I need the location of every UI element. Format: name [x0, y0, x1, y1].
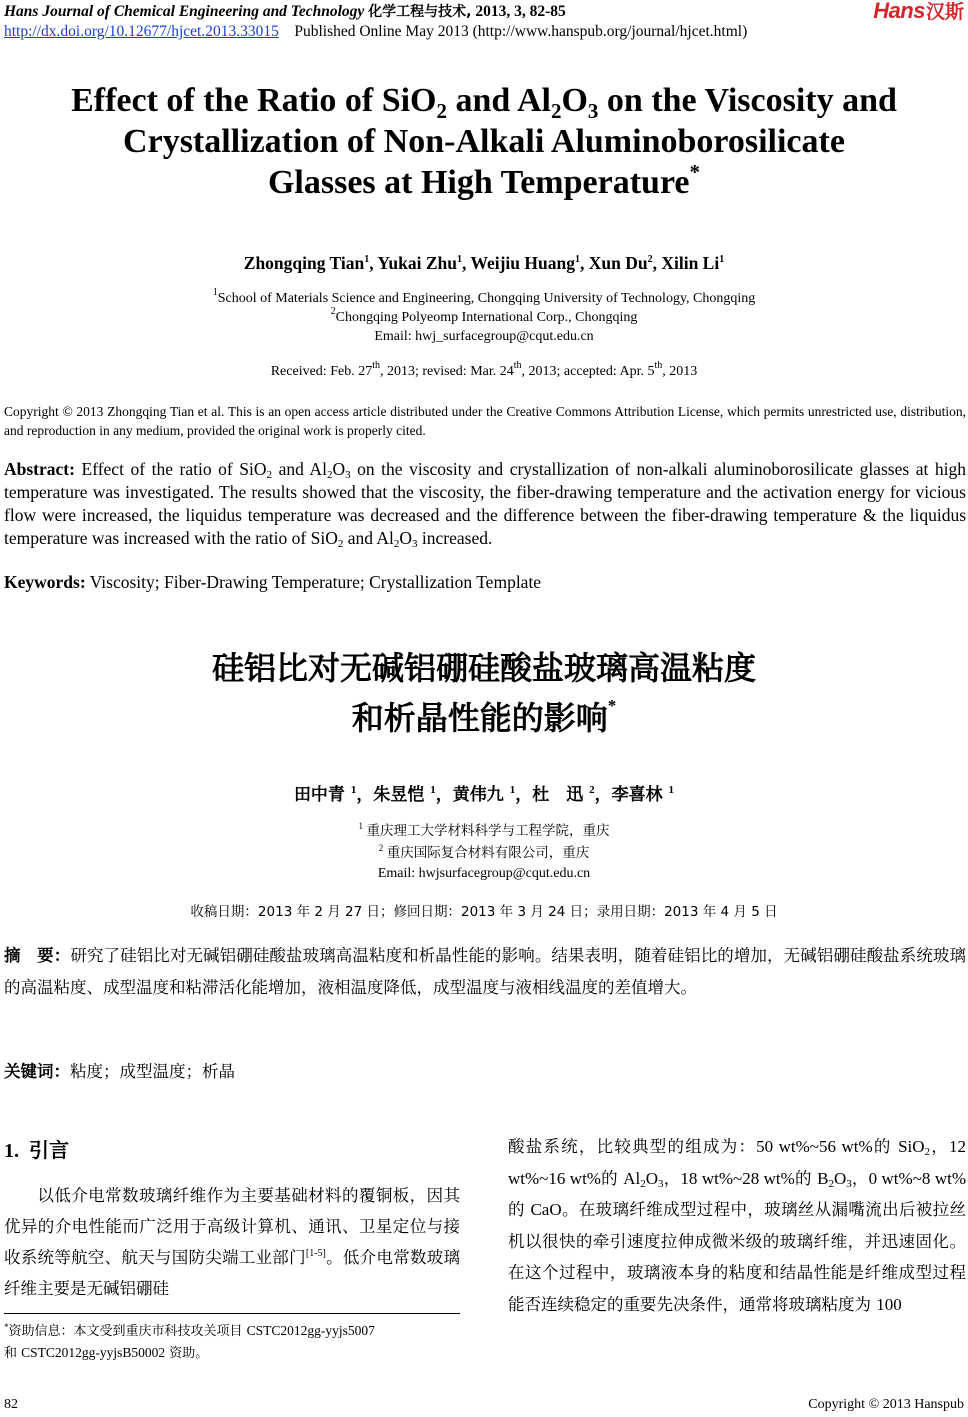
title-cn [0, 643, 968, 743]
dates-en: Received: Feb. 27th, 2013; revised: Mar. 24th, 2013; accepted: Apr. 5th, 2013 [270, 360, 698, 379]
body-column-left: 以低介电常数玻璃纤维作为主要基础材料的覆铜板，因其优异的介电性能而广泛用于高级计算机、通讯、卫星定位与接收系统等航空、航天与国防尖端工业部门[1-5]。低介电常数玻璃纤维主要是无碱铝硼硅 [4, 1186, 461, 1298]
author: Xilin Li [661, 253, 720, 273]
logo-hans-text: Hans [873, 0, 925, 23]
authors-cn: 田中青 $^1$，朱昱恺 $^1$，黄伟九 $^1$，杜 迅 $^2$，李喜林 $^1$ [293, 784, 675, 805]
author: Xun Du [588, 253, 648, 273]
section-heading: 1. 引言 [4, 1138, 69, 1162]
body-column-right: 酸盐系统，比较典型的组成为：50 wt%~56 wt%的 SiO$_2$，12 wt%~16 wt%的 $Al_2O_3$，18 wt%~28 wt%的 $B_2O_3$，0 wt%~8 wt%的 CaO。在玻璃纤维成型过程中，玻璃丝从漏嘴流出后被拉丝机以很快的牵引速度拉伸成微米级的玻璃纤维，并迅速固化。在这个过程中，玻璃液本身的粘度和结晶性能是纤维成型过程能否连续稳定的重要先决条件，通常将玻璃粘度为 100 [508, 1137, 967, 1314]
funding-footnote: *资助信息：本文受到重庆市科技攻关项目 CSTC2012gg-yyjs5007 和 CSTC2012gg-yyjsB50002 资助。 [4, 1322, 375, 1361]
footnote-divider [4, 1313, 460, 1314]
affiliation-2-en: $^2$Chongqing Polyeomp International Corp., Chongqing [330, 306, 638, 325]
author-cn: 田中青 [293, 785, 345, 805]
abstract-label: Abstract: [4, 459, 75, 479]
author-cn: 朱昱恺 [373, 785, 425, 805]
journal-line [4, 2, 964, 22]
journal-name: Hans Journal of Chemical Engineering and Technology [4, 3, 365, 20]
author: Weijiu Huang [470, 253, 575, 273]
doi-line [4, 22, 964, 42]
logo-hans-cn: 汉斯 [925, 1, 964, 23]
authors-en: Zhongqing Tian$^1$, Yukai Zhu$^1$, Weijiu Huang$^1$, Xun Du$^2$, Xilin Li$^1$ [243, 253, 725, 273]
author-cn: 杜 迅 [532, 785, 584, 805]
abstract-cn: 摘 要：研究了硅铝比对无碱铝硼硅酸盐玻璃高温粘度和析晶性能的影响。结果表明，随着硅铝比的增加，无碱铝硼硅酸盐系统玻璃的高温粘度、成型温度和粘滞活化能增加，液相温度降低，成型温度与液相线温度的差值增大。 [4, 946, 967, 997]
affiliation-1-cn: $^1$ 重庆理工大学材料科学与工程学院，重庆 [358, 821, 610, 839]
title-en-line3: Glasses at High Temperature* [267, 160, 701, 201]
abstract-en: Abstract: Effect of the ratio of SiO$_2$ and $Al_2O_3$ on the viscosity and crystallization of non-alkali aluminoborosilicate glasses at high temperature was investigated. The results showed that the viscosity, the fiber-drawing temperature and the activation energy for vicious flow were increased, the liquidus temperature was decreased and the difference between the fiber-drawing temperature & the liquidus temperature was increased with the ratio of SiO$_2$ and $Al_2O_3$ increased. [4, 459, 966, 550]
footer-copyright: Copyright © 2013 Hanspub [808, 1397, 964, 1412]
dates-cn: 收稿日期：2013 年 2 月 27 日；修回日期：2013 年 3 月 24 日；录用日期：2013 年 4 月 5 日 [190, 904, 778, 920]
keywords-cn-label: 关键词： [4, 1062, 70, 1081]
published-info: Published Online May 2013 (http://www.hanspub.org/journal/hjcet.html) [294, 23, 748, 40]
affiliation-2-cn: $^2$ 重庆国际复合材料有限公司，重庆 [378, 843, 590, 861]
email-cn: Email: hwjsurfacegroup@cqut.edu.cn [377, 866, 591, 881]
running-header [4, 2, 964, 42]
hans-logo [873, 1, 964, 22]
author-cn: 李喜林 [611, 785, 663, 805]
title-footnote-mark: * [689, 160, 701, 184]
doi-link[interactable]: http://dx.doi.org/10.12677/hjcet.2013.33015 [4, 23, 279, 40]
author: Zhongqing Tian [243, 253, 365, 273]
email-en: Email: hwj_surfacegroup@cqut.edu.cn [374, 329, 594, 344]
title-en [0, 80, 968, 203]
keywords-cn: 关键词：粘度；成型温度；析晶 [4, 1062, 235, 1081]
keywords-en: Keywords: Viscosity; Fiber-Drawing Temperature; Crystallization Template [4, 572, 542, 592]
citation: [1-5] [305, 1248, 326, 1259]
journal-volume: 2013, 3, 82-85 [471, 3, 566, 20]
affiliation-1-en: $^1$School of Materials Science and Engineering, Chongqing University of Technology, Chongqing [212, 287, 756, 306]
page-number: 82 [4, 1397, 18, 1412]
title-cn-line2: 和析晶性能的影响* [351, 696, 617, 737]
title-cn-line1: 硅铝比对无碱铝硼硅酸盐玻璃高温粘度 [211, 649, 756, 687]
keywords-label: Keywords: [4, 572, 86, 592]
title-en-line1: Effect of the Ratio of SiO$_2$ and $Al_2O_3$ on the Viscosity and [71, 82, 897, 123]
author-cn: 黄伟九 [452, 785, 504, 805]
author: Yukai Zhu [377, 253, 457, 273]
abstract-cn-label: 摘 要： [4, 946, 71, 965]
title-en-line2: Crystallization of Non-Alkali Aluminoborosilicate [123, 123, 845, 160]
journal-name-cn: 化学工程与技术, [368, 4, 472, 20]
license-statement: Copyright © 2013 Zhongqing Tian et al. This is an open access article distributed under the Creative Commons Attribution License, which permits unrestricted use, distribution, and reproduction in any medium, provided the original work is properly cited. [4, 404, 966, 438]
